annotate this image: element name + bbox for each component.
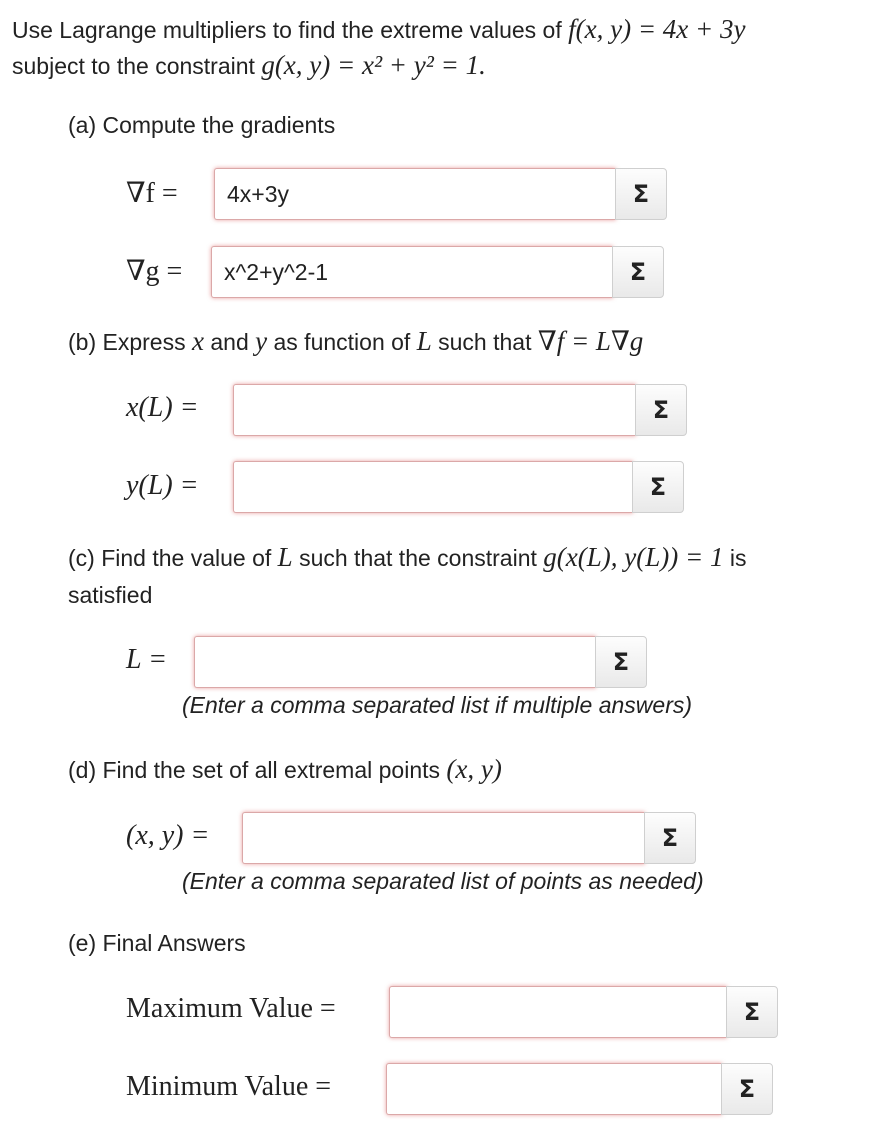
- y-of-L-sigma-button[interactable]: Σ: [632, 461, 684, 513]
- part-b-text-2: and: [203, 329, 256, 355]
- L-label: L =: [126, 644, 167, 675]
- part-d-heading: [68, 754, 502, 785]
- min-value-sigma-button[interactable]: Σ: [721, 1063, 773, 1115]
- part-b-text-1: (b) Express: [68, 329, 192, 355]
- part-d-text: (d) Find the set of all extremal points: [68, 757, 447, 783]
- part-d-point: (x, y): [446, 754, 502, 784]
- grad-f-sigma-button[interactable]: Σ: [615, 168, 667, 220]
- y-of-L-input[interactable]: [233, 461, 633, 513]
- points-sigma-button[interactable]: Σ: [644, 812, 696, 864]
- part-c-text-1: (c) Find the value of: [68, 545, 278, 571]
- part-b-var-x: x: [191, 326, 204, 356]
- part-c-equation: g(x(L), y(L)) = 1: [543, 542, 724, 572]
- L-sigma-button[interactable]: Σ: [595, 636, 647, 688]
- part-b-var-y: y: [255, 326, 268, 356]
- grad-g-input[interactable]: x^2+y^2-1: [211, 246, 613, 298]
- grad-f-label: ∇f =: [126, 178, 178, 209]
- min-value-label: Minimum Value =: [126, 1071, 332, 1102]
- intro-text: Use Lagrange multipliers to find the extreme values of: [12, 17, 569, 43]
- grad-g-label: ∇g =: [126, 256, 183, 287]
- part-c-heading-cont: satisfied: [68, 582, 153, 608]
- points-input[interactable]: [242, 812, 645, 864]
- max-value-sigma-button[interactable]: Σ: [726, 986, 778, 1038]
- y-of-L-label: y(L) =: [126, 470, 199, 501]
- x-of-L-sigma-button[interactable]: Σ: [635, 384, 687, 436]
- part-c-text-2: such that the constraint: [292, 545, 544, 571]
- grad-g-sigma-button[interactable]: Σ: [612, 246, 664, 298]
- x-of-L-input[interactable]: [233, 384, 636, 436]
- L-input[interactable]: [194, 636, 596, 688]
- L-hint: (Enter a comma separated list if multiple answers): [182, 692, 693, 718]
- constraint-equation: g(x, y) = x² + y² = 1.: [261, 50, 486, 80]
- points-hint: (Enter a comma separated list of points as needed): [182, 868, 704, 894]
- max-value-label: Maximum Value =: [126, 993, 336, 1024]
- part-a-heading: (a) Compute the gradients: [68, 112, 336, 138]
- points-label: (x, y) =: [126, 820, 210, 851]
- x-of-L-label: x(L) =: [126, 392, 199, 423]
- part-c-text-3: is: [723, 545, 747, 571]
- constraint-text: subject to the constraint: [12, 53, 262, 79]
- part-c-var-L: L: [277, 542, 293, 572]
- problem-statement: [12, 14, 745, 45]
- part-c-heading: [68, 542, 746, 573]
- grad-f-input[interactable]: 4x+3y: [214, 168, 616, 220]
- part-b-text-4: such that: [431, 329, 538, 355]
- min-value-input[interactable]: [386, 1063, 722, 1115]
- part-b-equation: ∇f = L∇g: [537, 326, 644, 356]
- objective-function: f(x, y) = 4x + 3y: [568, 14, 746, 44]
- problem-constraint: [12, 50, 486, 81]
- part-b-heading: [68, 326, 643, 357]
- part-e-heading: (e) Final Answers: [68, 930, 246, 956]
- max-value-input[interactable]: [389, 986, 727, 1038]
- part-b-var-L: L: [416, 326, 432, 356]
- part-b-text-3: as function of: [267, 329, 417, 355]
